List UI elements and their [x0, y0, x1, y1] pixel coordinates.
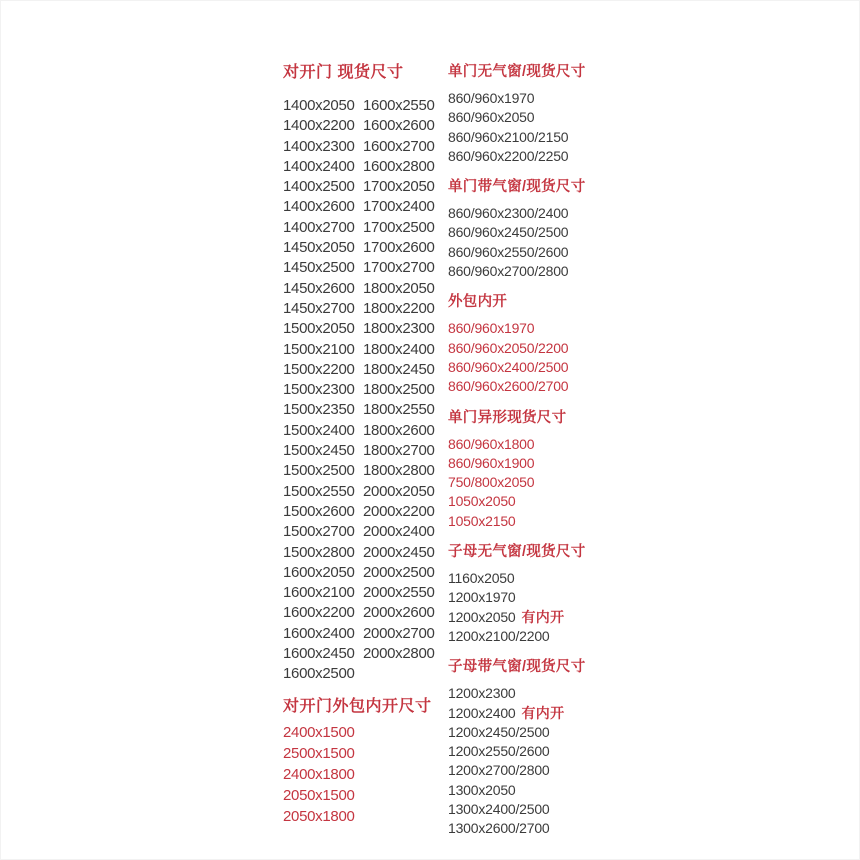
size-cell: 1600x2450: [283, 645, 355, 663]
double-door-stock-sizes-title: 对开门 现货尺寸: [283, 64, 404, 81]
size-cell: 1500x2600: [283, 502, 355, 520]
size-cell: 1800x2050: [363, 279, 435, 297]
size-cell: 1450x2700: [283, 299, 355, 317]
size-cell: 1500x2550: [283, 482, 355, 500]
size-row: [283, 380, 448, 400]
size-cell: 2000x2550: [363, 584, 435, 602]
size-item: 860/960x1800: [448, 435, 535, 452]
size-cell: 2000x2800: [363, 645, 435, 663]
size-cell: 1400x2050: [283, 97, 355, 114]
size-cell: 1800x2300: [363, 320, 435, 338]
size-row: [283, 360, 448, 380]
size-cell: 1500x2050: [283, 320, 355, 338]
size-row: [283, 644, 448, 664]
size-cell: 1700x2700: [363, 259, 435, 277]
size-item: 1160x2050: [448, 570, 515, 587]
size-cell: 1400x2300: [283, 137, 355, 155]
size-cell: 1600x2550: [363, 97, 435, 114]
size-row: [283, 96, 448, 116]
section-title: 单门带气窗/现货尺寸: [448, 179, 586, 196]
size-row: [283, 400, 448, 420]
size-cell: 1700x2050: [363, 178, 435, 196]
size-item: 860/960x2200/2250: [448, 147, 569, 164]
size-cell: 1800x2400: [363, 340, 435, 358]
size-cell: 1500x2350: [283, 401, 355, 419]
size-cell: 2000x2450: [363, 543, 435, 561]
size-item: 1200x2300: [448, 685, 516, 702]
size-item: 1200x2450/2500: [448, 723, 550, 740]
size-item: 860/960x1900: [448, 454, 535, 471]
size-cell: 1700x2400: [363, 198, 435, 216]
inward-open-note: 有内开: [521, 608, 565, 625]
size-cell: 1600x2200: [283, 604, 355, 622]
size-row: [283, 197, 448, 217]
size-cell: 1400x2500: [283, 178, 355, 196]
size-cell: 1500x2200: [283, 360, 355, 378]
size-row: [283, 137, 448, 157]
size-item: 860/960x2400/2500: [448, 358, 569, 375]
inward-open-note: 有内开: [521, 704, 565, 721]
size-item: 1050x2050: [448, 493, 516, 510]
size-row: [283, 421, 448, 441]
section-mother-son-with-transom: [448, 659, 618, 838]
size-item: 860/960x2050/2200: [448, 339, 569, 356]
size-cell: 1400x2400: [283, 157, 355, 175]
section-mother-son-no-transom: [448, 544, 618, 646]
size-cell: 1400x2200: [283, 117, 355, 135]
single-and-mother-son-column: [448, 64, 618, 839]
size-item: 860/960x2050: [448, 109, 535, 126]
size-row: [283, 258, 448, 278]
size-item: 860/960x2600/2700: [448, 378, 569, 395]
size-cell: 2000x2400: [363, 523, 435, 541]
size-row: [283, 177, 448, 197]
size-cell: 1600x2400: [283, 624, 355, 642]
size-cell: 2000x2500: [363, 563, 435, 581]
size-item: 2050x1800: [283, 807, 355, 825]
section-single-door-with-transom: [448, 179, 618, 281]
section-single-door-special-shape: [448, 410, 618, 531]
size-row: [283, 543, 448, 563]
size-item: 1200x2100/2200: [448, 627, 550, 644]
size-row: [283, 116, 448, 136]
size-cell: 1500x2400: [283, 421, 355, 439]
size-row: [283, 482, 448, 502]
size-cell: 1500x2100: [283, 340, 355, 358]
double-door-column: [283, 64, 448, 827]
size-cell: 1450x2500: [283, 259, 355, 277]
size-row: [283, 299, 448, 319]
size-row: [283, 603, 448, 623]
size-item: 2050x1500: [283, 786, 355, 804]
size-item: 750/800x2050: [448, 474, 535, 491]
size-cell: 1600x2100: [283, 584, 355, 602]
size-cell: 1500x2700: [283, 523, 355, 541]
size-row: [283, 664, 448, 684]
size-cell: 1800x2450: [363, 360, 435, 378]
size-cell: 1500x2300: [283, 381, 355, 399]
size-item: 860/960x1970: [448, 320, 535, 337]
size-row: [283, 238, 448, 258]
section-single-door-no-transom: [448, 64, 618, 166]
double-door-size-table: [283, 96, 448, 685]
size-item: 860/960x2700/2800: [448, 263, 569, 280]
size-row: [283, 563, 448, 583]
size-cell: 1800x2550: [363, 401, 435, 419]
size-item: 1300x2600/2700: [448, 820, 550, 837]
size-item: 1200x2400 有内开: [448, 704, 565, 721]
size-item: 1200x2550/2600: [448, 743, 550, 760]
size-cell: 1600x2700: [363, 137, 435, 155]
size-cell: 1600x2800: [363, 157, 435, 175]
size-cell: 2000x2600: [363, 604, 435, 622]
size-item: 1300x2400/2500: [448, 801, 550, 818]
size-item: 2400x1800: [283, 765, 355, 783]
section-title: 子母无气窗/现货尺寸: [448, 544, 586, 561]
size-item: 2400x1500: [283, 723, 355, 741]
size-cell: 1500x2500: [283, 462, 355, 480]
size-cell: 1700x2500: [363, 218, 435, 236]
size-cell: 1800x2800: [363, 462, 435, 480]
size-cell: 2000x2200: [363, 502, 435, 520]
size-cell: 1800x2500: [363, 381, 435, 399]
size-cell: 1800x2600: [363, 421, 435, 439]
size-item: 860/960x1970: [448, 90, 535, 106]
size-cell: 1450x2600: [283, 279, 355, 297]
size-row: [283, 340, 448, 360]
size-cell: 2000x2050: [363, 482, 435, 500]
size-cell: 2000x2700: [363, 624, 435, 642]
section-title: 单门无气窗/现货尺寸: [448, 64, 586, 80]
size-row: [283, 522, 448, 542]
size-cell: 1700x2600: [363, 239, 435, 257]
size-row: [283, 502, 448, 522]
size-item: 860/960x2550/2600: [448, 243, 569, 260]
size-cell: 1500x2800: [283, 543, 355, 561]
size-cell: 1800x2700: [363, 442, 435, 460]
section-outer-wrap-inward-open: [448, 294, 618, 396]
size-row: [283, 218, 448, 238]
size-item: 2500x1500: [283, 744, 355, 762]
section-title: 外包内开: [448, 294, 508, 311]
double-door-outer-wrap-list: [283, 722, 448, 827]
size-row: [283, 441, 448, 461]
size-cell: 1600x2500: [283, 665, 355, 683]
section-title: 子母带气窗/现货尺寸: [448, 659, 586, 676]
double-door-outer-wrap-title: 对开门外包内开尺寸: [283, 697, 432, 715]
size-cell: 1600x2600: [363, 117, 435, 135]
size-row: [283, 157, 448, 177]
size-item: 1200x2700/2800: [448, 762, 550, 779]
size-item: 1200x1970: [448, 589, 516, 606]
size-cell: 1400x2700: [283, 218, 355, 236]
size-item: 860/960x2100/2150: [448, 128, 569, 145]
size-item: 1050x2150: [448, 512, 516, 529]
section-title: 单门异形现货尺寸: [448, 409, 567, 426]
size-item: 1200x2050 有内开: [448, 608, 565, 625]
size-item: 860/960x2300/2400: [448, 205, 569, 222]
size-cell: 1450x2050: [283, 239, 355, 257]
size-cell: 1600x2050: [283, 563, 355, 581]
size-row: [283, 583, 448, 603]
size-cell: 1400x2600: [283, 198, 355, 216]
size-row: [283, 461, 448, 481]
size-row: [283, 279, 448, 299]
size-item: 860/960x2450/2500: [448, 224, 569, 241]
size-cell: 1800x2200: [363, 299, 435, 317]
size-cell: 1500x2450: [283, 442, 355, 460]
size-row: [283, 319, 448, 339]
size-item: 1300x2050: [448, 781, 516, 798]
size-row: [283, 624, 448, 644]
